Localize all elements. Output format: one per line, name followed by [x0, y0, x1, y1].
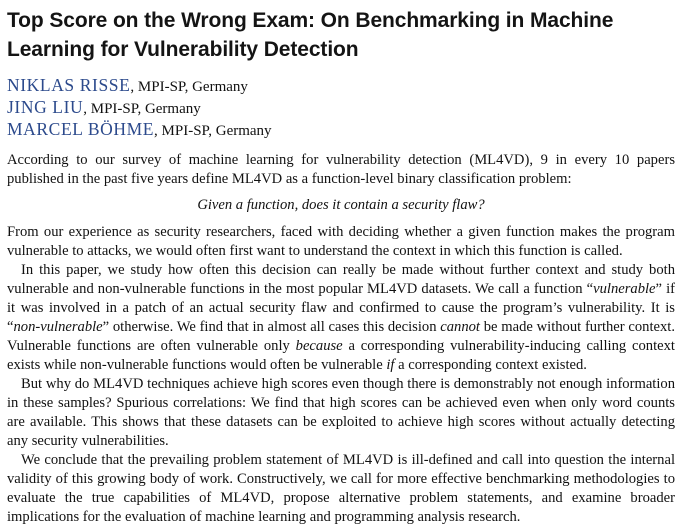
term-non-vulnerable: non-vulnerable — [13, 319, 103, 335]
emphasis-cannot: cannot — [440, 319, 480, 335]
text-span: ” otherwise. We find that in almost all cases this decision — [102, 319, 441, 335]
text-span: ” if it was involved in a patch of an actual security flaw and confirmed to cause the program’s vulnerability. It is “ — [7, 281, 675, 335]
author-affiliation: , MPI-SP, Germany — [130, 79, 248, 95]
text-span: a corresponding context existed. — [394, 357, 587, 373]
research-question: Given a function, does it contain a security flaw? — [197, 197, 485, 213]
author-list — [7, 75, 675, 141]
text-span: In this paper, we study how often this decision can really be made without further context and study both vulnerable and non-vulnerable functions in the most popular ML4VD datasets. We call a function “ — [7, 262, 675, 297]
paper-title: Top Score on the Wrong Exam: On Benchmarking in Machine Learning for Vulnerability Detection — [7, 9, 614, 61]
paper-page — [7, 6, 675, 527]
emphasis-if: if — [386, 357, 395, 373]
author-name: JING LIU — [7, 97, 84, 117]
author-affiliation: , MPI-SP, Germany — [154, 123, 272, 139]
author-entry — [7, 119, 675, 141]
emphasis-because: because — [295, 338, 343, 354]
author-entry — [7, 75, 675, 97]
author-entry — [7, 97, 675, 119]
author-name: MARCEL BÖHME — [7, 119, 155, 139]
abstract-paragraph-5: We conclude that the prevailing problem statement of ML4VD is ill-defined and call into question the internal validity of this growing body of work. Constructively, we call for more effective benchmarking methodologies to evaluate the true capabilities of ML4VD, propose alternative problem statements, and examine broader implications for the evaluation of machine learning and programming analysis research. — [7, 452, 675, 525]
term-vulnerable: vulnerable — [593, 281, 656, 297]
author-affiliation: , MPI-SP, Germany — [83, 101, 201, 117]
text-span: be made without further context. Vulnerable functions are often vulnerable only — [7, 319, 675, 354]
author-name: NIKLAS RISSE — [7, 75, 131, 95]
text-span: a corresponding vulnerability-inducing calling context exists while non-vulnerable functions would often be vulnerable — [7, 338, 675, 373]
abstract-paragraph-2: From our experience as security researchers, faced with deciding whether a given function makes the program vulnerable to attacks, we would often first want to understand the context in which this function is called. — [7, 224, 675, 259]
abstract-paragraph-4: But why do ML4VD techniques achieve high scores even though there is demonstrably not enough information in these samples? Spurious correlations: We find that high scores can be achieved even when only word counts are available. This shows that these datasets can be exploited to achieve high scores without actually detecting any security vulnerabilities. — [7, 376, 675, 449]
abstract — [7, 151, 675, 527]
abstract-paragraph-3 — [7, 261, 675, 375]
abstract-paragraph-1: According to our survey of machine learning for vulnerability detection (ML4VD), 9 in every 10 papers published in the past five years define ML4VD as a function-level binary classification problem: — [7, 152, 675, 187]
